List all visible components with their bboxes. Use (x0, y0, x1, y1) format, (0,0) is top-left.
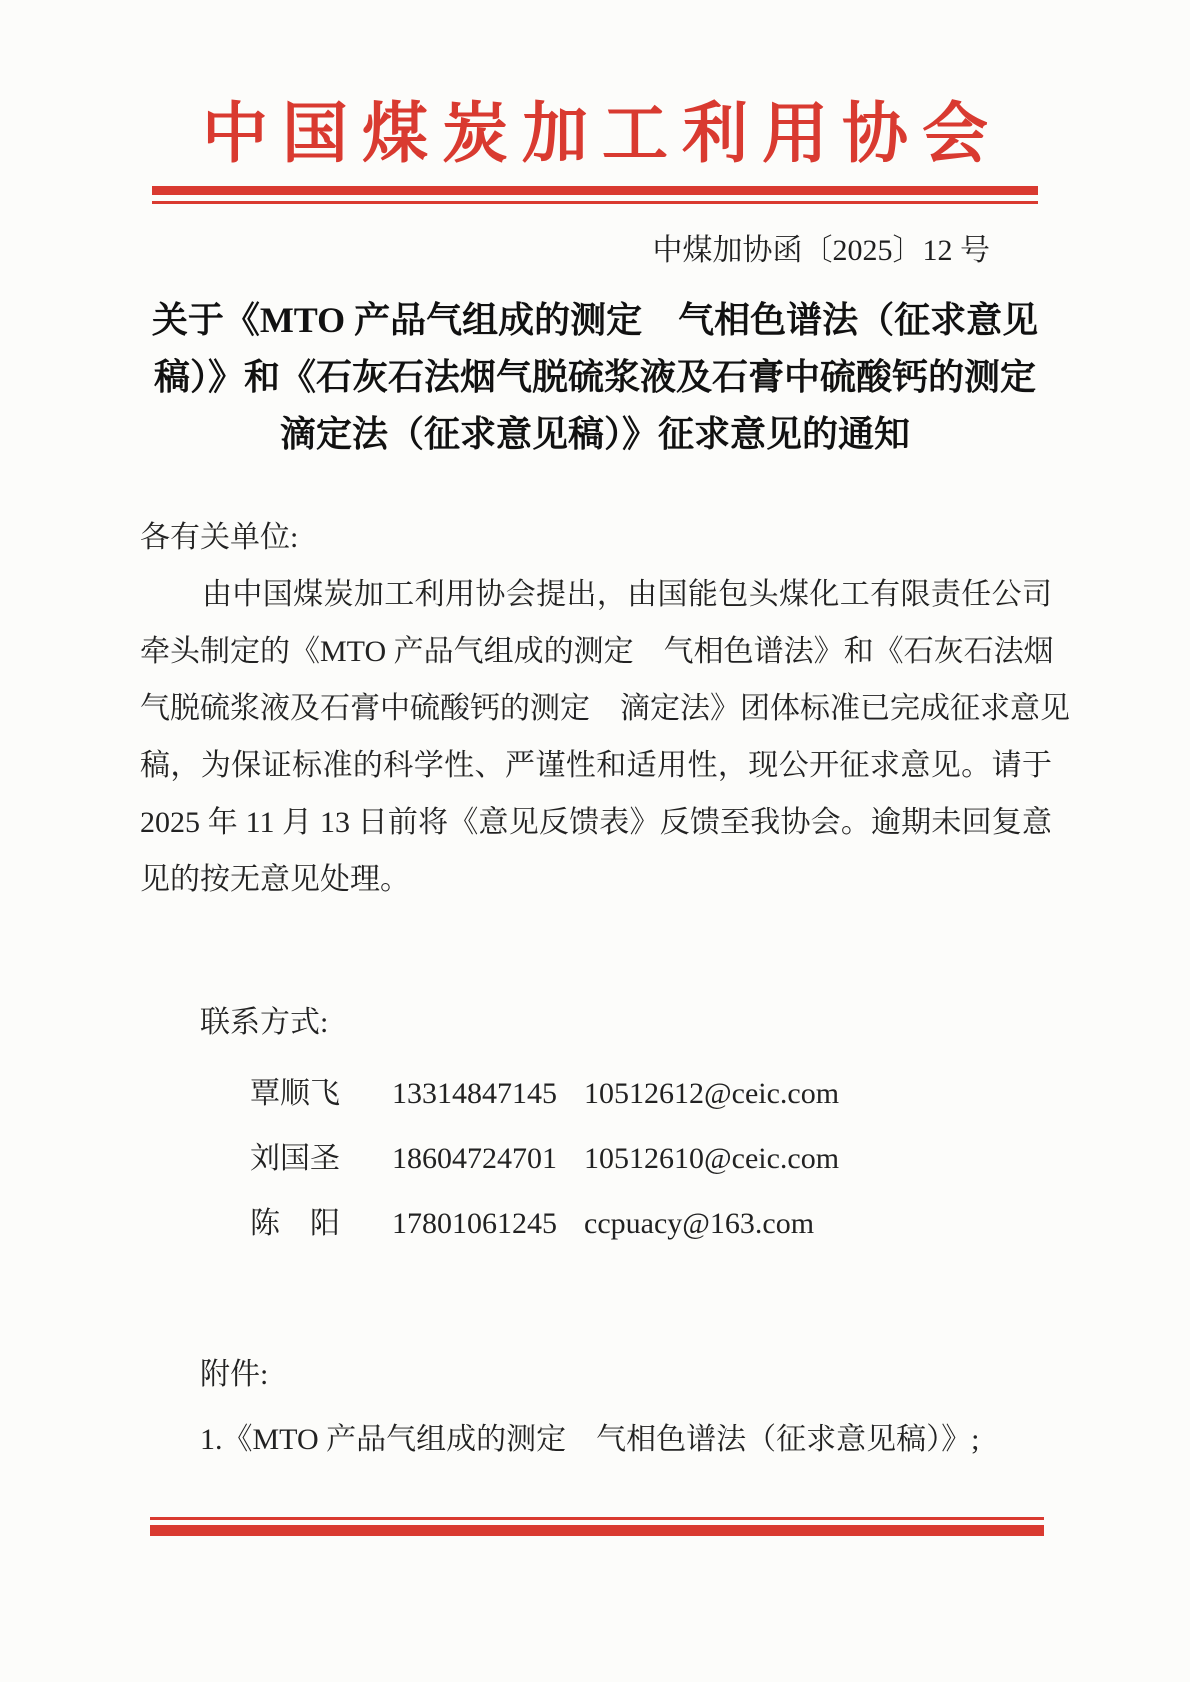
contact-row (250, 1061, 1052, 1126)
letterhead-org-name: 中国煤炭加工利用协会 (202, 98, 1002, 171)
contact-phone: 17801061245 (392, 1207, 557, 1240)
document-title-line-3: 滴定法（征求意见稿）》征求意见的通知 (279, 414, 910, 454)
footer-rule-thick (150, 1525, 1044, 1536)
letterhead-rule-thin (152, 201, 1038, 204)
document-title-line-2: 稿）》和《石灰石法烟气脱硫浆液及石膏中硫酸钙的测定 (153, 357, 1036, 397)
attachment-label: 附件: (200, 1358, 269, 1391)
contact-row (250, 1191, 1052, 1256)
paragraph-line: 稿，为保证标准的科学性、严谨性和适用性，现公开征求意见。请于 (140, 749, 1052, 782)
paragraph-line: 气脱硫浆液及石膏中硫酸钙的测定 滴定法》团体标准已完成征求意见 (140, 692, 1070, 725)
document-title (0, 292, 1190, 463)
contact-email: 10512612@ceic.com (584, 1077, 840, 1110)
contact-row (250, 1126, 1052, 1191)
salutation: 各有关单位: (140, 521, 299, 554)
contact-section-label: 联系方式: (200, 1006, 329, 1039)
paragraph-line: 牵头制定的《MTO 产品气组成的测定 气相色谱法》和《石灰石法烟 (140, 635, 1054, 668)
document-title-line-1: 关于《MTO 产品气组成的测定 气相色谱法（征求意见 (151, 300, 1039, 340)
footer-rule-thin (150, 1517, 1044, 1520)
contact-email: 10512610@ceic.com (584, 1142, 840, 1175)
attachment-item: 1.《MTO 产品气组成的测定 气相色谱法（征求意见稿）》; (200, 1423, 980, 1456)
paragraph-line: 由中国煤炭加工利用协会提出，由国能包头煤化工有限责任公司 (202, 578, 1052, 611)
attachment-section (140, 1342, 1052, 1472)
paragraph-line: 见的按无意见处理。 (140, 863, 410, 896)
paragraph-line: 2025 年 11 月 13 日前将《意见反馈表》反馈至我协会。逾期未回复意 (140, 806, 1052, 839)
document-body (140, 509, 1070, 1472)
contact-name: 覃顺飞 (250, 1077, 340, 1110)
letterhead-divider (152, 186, 1038, 204)
contact-name: 刘国圣 (250, 1142, 340, 1175)
letterhead-rule-thick (152, 186, 1038, 195)
contact-name: 陈 阳 (250, 1207, 340, 1240)
contact-list (140, 1061, 1052, 1256)
contact-email: ccpuacy@163.com (584, 1207, 815, 1240)
main-paragraph (140, 566, 1070, 908)
contact-phone: 18604724701 (392, 1142, 557, 1175)
contact-phone: 13314847145 (392, 1077, 557, 1110)
document-number: 中煤加协函〔2025〕12 号 (652, 234, 990, 267)
footer-divider (150, 1517, 1044, 1536)
